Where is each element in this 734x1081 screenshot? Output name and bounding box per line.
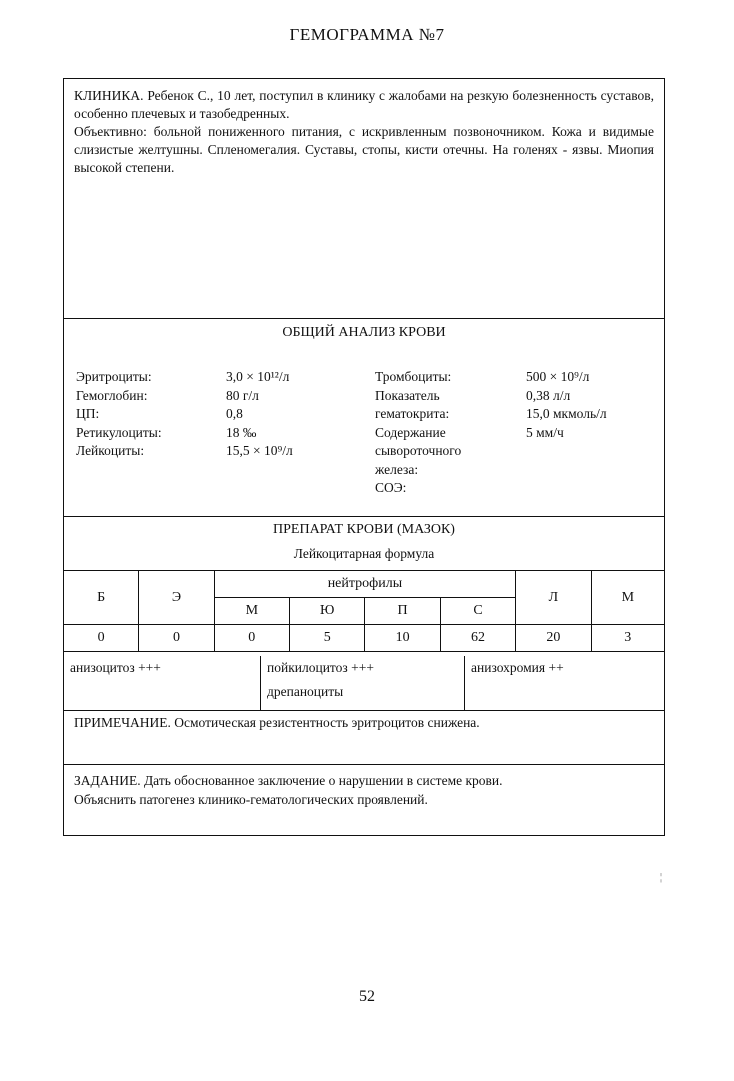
formula-value: 62 (440, 625, 515, 652)
blood-left-labels (76, 368, 162, 461)
blood-label: гематокрита: (375, 406, 450, 421)
blood-test-title: ОБЩИЙ АНАЛИЗ КРОВИ (282, 325, 446, 340)
divider (64, 516, 664, 517)
margin-mark: ¦ (660, 872, 663, 883)
page-number: 52 (359, 988, 375, 1005)
divider (64, 318, 664, 319)
blood-value: 5 мм/ч (526, 424, 564, 440)
task-line: Объяснить патогенез клинико-гематологических проявлений. (74, 792, 428, 807)
blood-value: 15,5 × 10⁹/л (226, 443, 293, 458)
note: ПРИМЕЧАНИЕ. Осмотическая резистентность эритроцитов снижена. (74, 715, 480, 730)
column-header: Л (516, 571, 591, 625)
divider (64, 764, 664, 765)
poikilocytosis-cell (261, 656, 463, 710)
blood-left-values (226, 368, 293, 461)
blood-value: 0,8 (226, 406, 243, 421)
blood-value: 3,0 × 10¹²/л (226, 369, 290, 384)
formula-value: 0 (214, 625, 289, 652)
column-header: П (365, 598, 440, 625)
case-card (63, 78, 665, 836)
column-header: М (591, 571, 664, 625)
formula-value: 20 (516, 625, 591, 652)
blood-label: Ретикулоциты: (76, 424, 162, 440)
task-line: ЗАДАНИЕ. Дать обоснованное заключение о нарушении в системе крови. (74, 773, 503, 788)
leukocyte-formula-title: Лейкоцитарная формула (293, 546, 435, 561)
formula-value: 0 (64, 625, 139, 652)
blood-label: сывороточного (375, 443, 462, 458)
blood-value: 80 г/л (226, 387, 259, 403)
column-header: Э (139, 571, 214, 625)
column-header: Б (64, 571, 139, 625)
anisochromia: анизохромия ++ (471, 660, 564, 675)
blood-value: 15,0 мкмоль/л (526, 406, 607, 421)
blood-label: ЦП: (76, 406, 100, 421)
blood-label: железа: (375, 461, 419, 477)
poikilocytosis: пойкилоцитоз +++ (267, 660, 374, 675)
blood-label: Тромбоциты: (375, 369, 452, 384)
smear-title: ПРЕПАРАТ КРОВИ (МАЗОК) (273, 522, 455, 537)
clinic-text: КЛИНИКА. Ребенок С., 10 лет, поступил в клинику с жалобами на резкую болезненность суставов, особенно плечевых и тазобедренных. (74, 88, 654, 121)
formula-value: 5 (290, 625, 365, 652)
page-title: ГЕМОГРАММА №7 (289, 25, 445, 44)
formula-value: 10 (365, 625, 440, 652)
leukocyte-formula-table (63, 570, 665, 652)
anisocytosis: анизоцитоз +++ (70, 660, 161, 675)
task (64, 771, 664, 809)
neutrophils-header: нейтрофилы (214, 571, 516, 598)
blood-label: Содержание (375, 424, 446, 440)
blood-value: 0,38 л/л (526, 387, 571, 403)
column-header: Ю (290, 598, 365, 625)
divider (64, 710, 664, 711)
blood-label: Показатель (375, 387, 440, 403)
blood-value: 18 ‰ (226, 424, 257, 440)
blood-label: СОЭ: (375, 480, 407, 495)
blood-label: Гемоглобин: (76, 387, 148, 403)
clinic-section (64, 87, 664, 177)
blood-right-values (526, 368, 607, 442)
column-header: С (440, 598, 515, 625)
drepanocytes: дрепаноциты (267, 684, 344, 699)
blood-label: Эритроциты: (76, 369, 152, 384)
formula-value: 3 (591, 625, 664, 652)
blood-right-labels (375, 368, 461, 498)
blood-label: Лейкоциты: (76, 443, 145, 458)
blood-value: 500 × 10⁹/л (526, 369, 590, 384)
column-header: М (214, 598, 289, 625)
formula-value: 0 (139, 625, 214, 652)
morphology-row (64, 656, 664, 710)
clinic-objective-text: Объективно: больной пониженного питания, с искривленным позвоночником. Кожа и видимые слизистые желтушны. Спленомегалия. Суставы, стопы, кисти отечны. На голенях - язвы. Миопия высокой степени. (74, 124, 654, 175)
